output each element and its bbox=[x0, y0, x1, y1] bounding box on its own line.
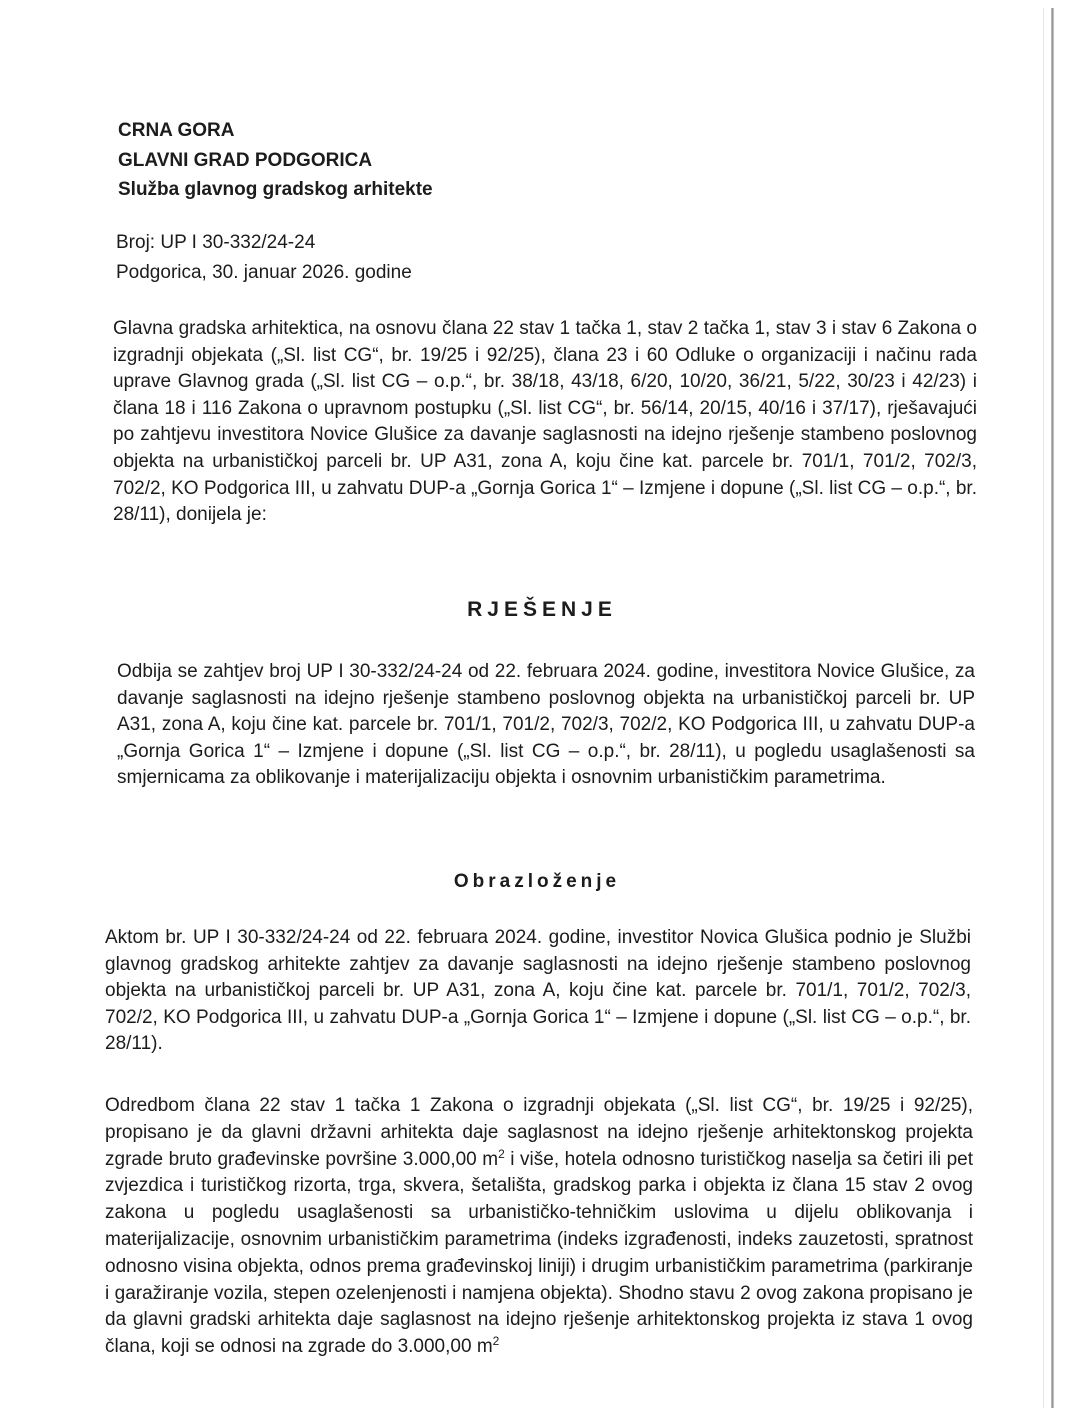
superscript-2: 2 bbox=[492, 1334, 500, 1349]
reasoning-text-part1: Odredbom člana 22 stav 1 tačka 1 Zakona o izgradnji objekata („Sl. list CG“, br. 19/25 i 92/25), propisano je da glavni državni arhitekta daje saglasnost na idejno rješenje arhitektonskog projekta zgrade bruto građevinske površine 3.000,00 m bbox=[105, 1095, 973, 1170]
document-meta bbox=[116, 228, 412, 288]
decision-paragraph: Odbija se zahtjev broj UP I 30-332/24-24 od 22. februara 2024. godine, investitora Novice Glušice, za davanje saglasnosti na idejno rješenje stambeno poslovnog objekta na urbanističkoj parceli br. UP A31, zona A, koju čine kat. parcele br. 701/1, 701/2, 702/3, 702/2, KO Podgorica III, u zahvatu DUP-a „Gornja Gorica 1“ – Izmjene i dopune („Sl. list CG – o.p.“, br. 28/11), u pogledu usaglašenosti sa smjernicama za oblikovanje i materijalizaciju objekta i osnovnim urbanističkim parametrima. bbox=[117, 661, 975, 789]
country-name: CRNA GORA bbox=[118, 120, 235, 141]
reasoning-text-part2: i više, hotela odnosno turističkog naselja sa četiri ili pet zvjezdica i turističkog rizorta, trga, skvera, šetališta, gradskog parka i objekta iz člana 15 stav 2 ovog zakona u pogledu usaglašenosti sa urbanističko-tehničkim uslovima u dijelu oblikovanja i materijalizacije, osnovnim urbanističkim parametrima (indeks izgrađenosti, indeks zauzetosti, spratnost odnosno visina objekta, odnos prema građevinskoj liniji) i drugim urbanističkim parametrima (parkiranje i garažiranje vozila, stepen ozelenjenosti i namjena objekta). Shodno stavu 2 ovog zakona propisano je da glavni gradski arhitekta daje saglasnost na idejno rješenje arhitektonskog projekta iz stava 1 ovog člana, koji se odnosi na zgrade do 3.000,00 m bbox=[105, 1148, 973, 1358]
office-name: Služba glavnog gradskog arhitekte bbox=[118, 179, 433, 200]
reasoning-title: Obrazloženje bbox=[453, 871, 621, 892]
reasoning-paragraph-1: Aktom br. UP I 30-332/24-24 od 22. februara 2024. godine, investitor Novica Glušica podnio je Službi glavnog gradskog arhitekte zahtjev za davanje saglasnosti na idejno rješenje stambeno poslovnog objekta na urbanističkoj parceli br. UP A31, zona A, koju čine kat. parcele br. 701/1, 701/2, 702/3, 702/2, KO Podgorica III, u zahvatu DUP-a „Gornja Gorica 1“ – Izmjene i dopune („Sl. list CG – o.p.“, br. 28/11). bbox=[105, 927, 971, 1055]
decision-title: RJEŠENJE bbox=[467, 598, 617, 621]
document-date: Podgorica, 30. januar 2026. godine bbox=[116, 262, 412, 283]
scan-edge-line bbox=[1051, 8, 1054, 1408]
scan-edge-shadow bbox=[1043, 8, 1044, 1408]
superscript-2: 2 bbox=[498, 1146, 505, 1161]
city-name: GLAVNI GRAD PODGORICA bbox=[118, 149, 373, 171]
intro-paragraph: Glavna gradska arhitektica, na osnovu člana 22 stav 1 tačka 1, stav 2 tačka 1, stav 3 i stav 6 Zakona o izgradnji objekata („Sl. list CG“, br. 19/25 i 92/25), člana 23 i 60 Odluke o organizaciji i načinu rada uprave Glavnog grada („Sl. list CG – o.p.“, br. 38/18, 43/18, 6/20, 10/20, 36/21, 5/22, 30/23 i 42/23) i člana 18 i 116 Zakona o upravnom postupku („Sl. list CG“, br. 56/14, 20/15, 40/16 i 37/17), rješavajući po zahtjevu investitora Novice Glušice za davanje saglasnosti na idejno rješenje stambeno poslovnog objekta na urbanističkoj parceli br. UP A31, zona A, koju čine kat. parcele br. 701/1, 701/2, 702/3, 702/2, KO Podgorica III, u zahvatu DUP-a „Gornja Gorica 1“ – Izmjene i dopune („Sl. list CG – o.p.“, br. 28/11), donijela je: bbox=[113, 318, 977, 526]
reasoning-paragraph-2 bbox=[105, 1093, 973, 1361]
case-number: Broj: UP I 30-332/24-24 bbox=[116, 232, 316, 253]
letterhead bbox=[118, 116, 433, 205]
